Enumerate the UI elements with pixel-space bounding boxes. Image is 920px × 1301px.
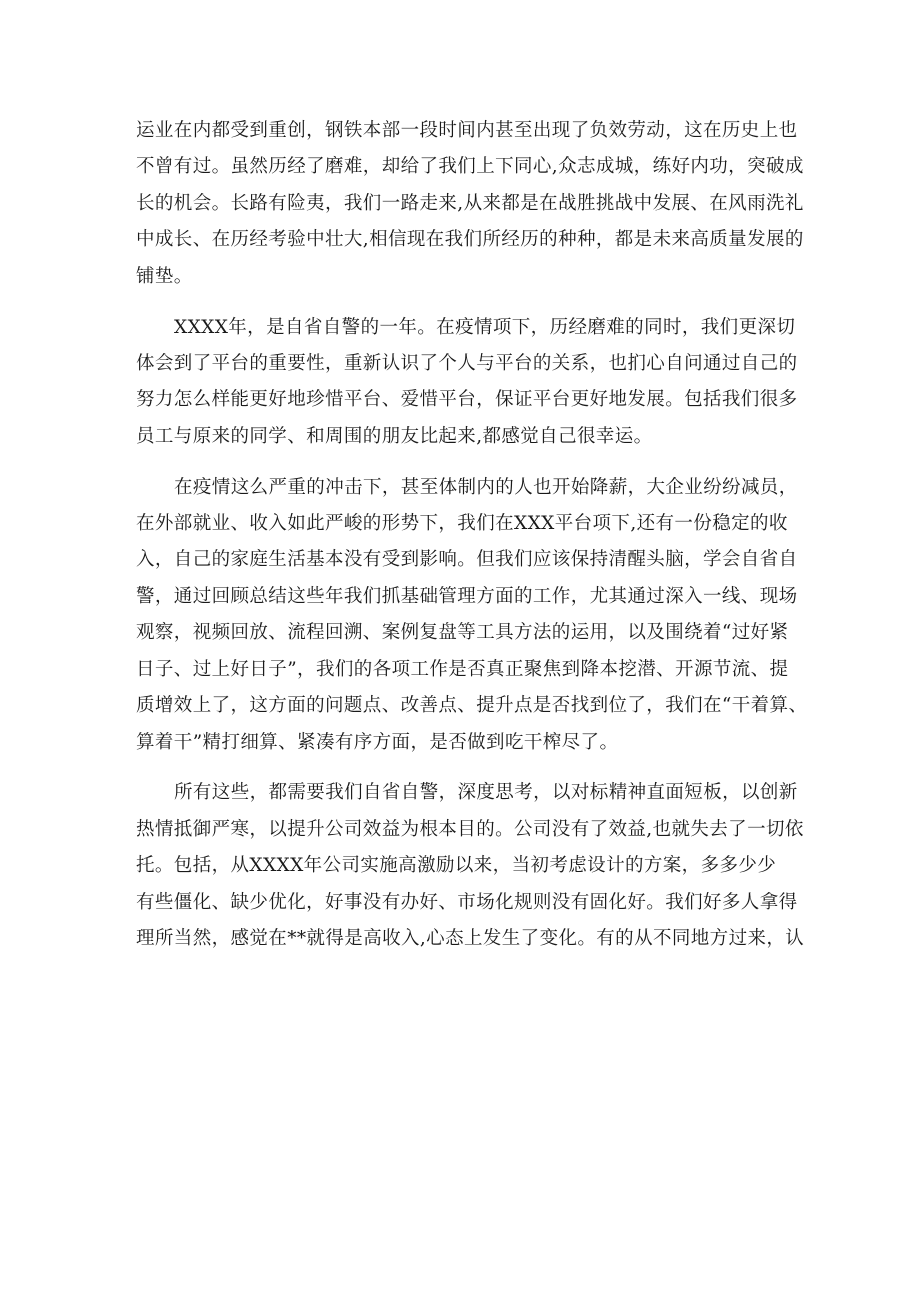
- paragraph-line: 运业在内都受到重创，钢铁本部一段时间内甚至出现了负效劳动，这在历史上也: [136, 120, 798, 141]
- paragraph-1: [136, 113, 808, 295]
- paragraph-line: 在外部就业、收入如此严峻的形势下，我们在XXX平台项下,还有一份稳定的收: [136, 513, 788, 535]
- paragraph-line: 在疫情这么严重的冲击下，甚至体制内的人也开始降薪，大企业纷纷减员，: [174, 476, 798, 498]
- paragraph-line: 员工与原来的同学、和周围的朋友比起来,都感觉自己很幸运。: [136, 425, 653, 447]
- paragraph-line: 不曾有过。虽然历经了磨难，却给了我们上下同心,众志成城，练好内功，突破成: [136, 156, 804, 178]
- paragraph-line: 算着干”精打细算、紧凑有序方面，是否做到吃干榨尽了。: [136, 731, 619, 753]
- paragraph-line: 所有这些，都需要我们自省自警，深度思考，以对标精神直面短板，以创新: [174, 782, 798, 804]
- paragraph-line: 铺垫。: [136, 265, 193, 287]
- paragraph-4: [136, 775, 808, 957]
- document-body: [136, 113, 808, 972]
- paragraph-line: 长的机会。长路有险夷，我们一路走来,从来都是在战胜挑战中发展、在风雨洗礼: [136, 192, 804, 214]
- paragraph-line: 质增效上了，这方面的问题点、改善点、提升点是否找到位了，我们在“干着算、: [136, 695, 808, 717]
- paragraph-line: 警，通过回顾总结这些年我们抓基础管理方面的工作，尤其通过深入一线、现场: [136, 585, 798, 607]
- paragraph-line: 观察，视频回放、流程回溯、案例复盘等工具方法的运用，以及围绕着“过好紧: [136, 622, 789, 644]
- paragraph-2: [136, 310, 808, 456]
- paragraph-line: 热情抵御严寒，以提升公司效益为根本目的。公司没有了效益,也就失去了一切依: [136, 818, 804, 840]
- paragraph-line: 托。包括，从XXXX年公司实施高激励以来，当初考虑设计的方案，多多少少: [136, 855, 777, 877]
- paragraph-line: 入，自己的家庭生活基本没有受到影响。但我们应该保持清醒头脑，学会自省自: [136, 549, 798, 571]
- paragraph-line: XXXX年，是自省自警的一年。在疫情项下，历经磨难的同时，我们更深切: [174, 316, 796, 338]
- paragraph-3: [136, 470, 808, 761]
- paragraph-line: 日子、过上好日子”，我们的各项工作是否真正聚焦到降本挖潜、开源节流、提: [136, 658, 789, 680]
- paragraph-line: 中成长、在历经考验中壮大,相信现在我们所经历的种种，都是未来高质量发展的: [136, 229, 804, 251]
- paragraph-line: 有些僵化、缺少优化，好事没有办好、市场化规则没有固化好。我们好多人拿得: [136, 891, 798, 913]
- paragraph-line: 理所当然，感觉在**就得是高收入,心态上发生了变化。有的从不同地方过来，认: [136, 928, 805, 950]
- paragraph-line: 努力怎么样能更好地珍惜平台、爱惜平台，保证平台更好地发展。包括我们很多: [136, 389, 798, 411]
- paragraph-line: 体会到了平台的重要性，重新认识了个人与平台的关系，也扪心自问通过自己的: [136, 352, 798, 374]
